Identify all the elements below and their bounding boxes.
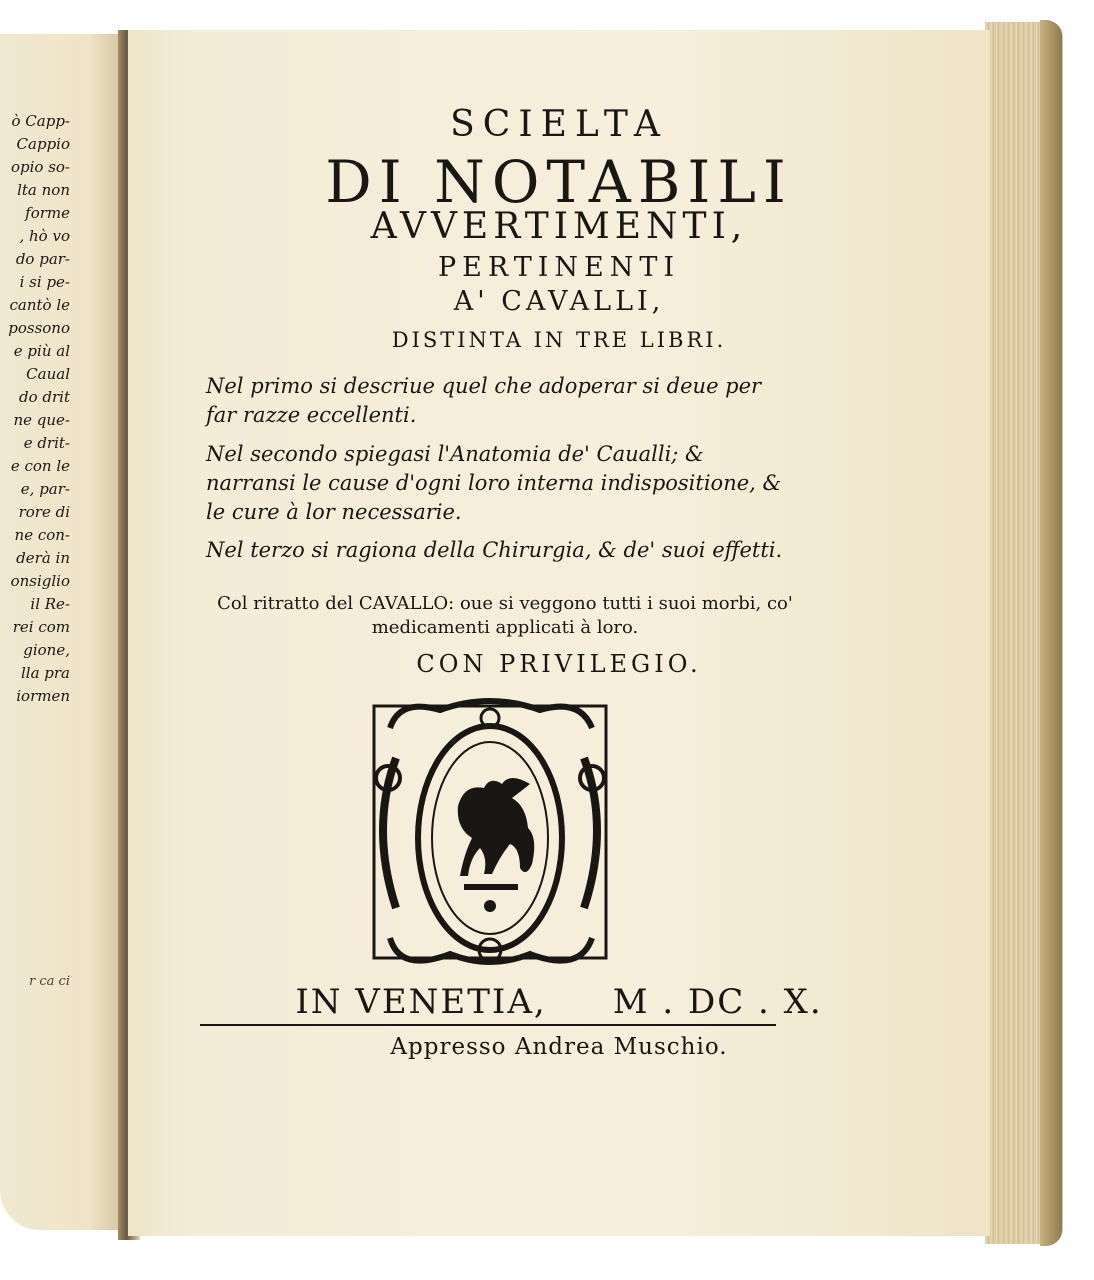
- left-page-line: do par-: [15, 250, 70, 268]
- left-page-line: e con le: [10, 457, 70, 475]
- left-page-line: do drit: [19, 388, 70, 406]
- left-page-line: opio so-: [10, 158, 70, 176]
- privilege-line: CON PRIVILEGIO.: [416, 650, 702, 678]
- description-book-3: Nel terzo si ragiona della Chirurgia, & de' suoi effetti.: [206, 538, 783, 562]
- left-page: [0, 34, 128, 1230]
- subtitle: DISTINTA IN TRE LIBRI.: [391, 328, 727, 352]
- left-page-line: rei com: [12, 618, 70, 636]
- left-page-line: lta non: [17, 181, 70, 199]
- title-line-4: PERTINENTI: [437, 252, 681, 283]
- left-page-line: forme: [25, 204, 70, 222]
- description-book-1: Nel primo si descriue quel che adoperar si deue per far razze eccellenti.: [206, 374, 762, 427]
- left-page-line: rore di: [18, 503, 70, 521]
- left-page-line: i si pe-: [19, 273, 70, 291]
- left-page-line: derà in: [16, 549, 70, 567]
- griffin-printer-mark-icon: [360, 688, 620, 976]
- title-line-3: AVVERTIMENTI,: [370, 206, 748, 247]
- portrait-note: Col ritratto del CAVALLO: oue si veggono tutti i suoi morbi, co' medicamenti applicati à loro.: [217, 593, 793, 638]
- left-page-line: Caual: [26, 365, 70, 383]
- title-line-2: DI NOTABILI: [325, 148, 793, 216]
- left-page-line: ne con-: [14, 526, 70, 544]
- left-page-line: Cappio: [16, 135, 70, 153]
- left-page-line: cantò le: [9, 296, 70, 314]
- left-page-line: il Re-: [30, 595, 70, 613]
- left-page-line: lla pra: [20, 664, 70, 682]
- book-cover-edge: [1040, 20, 1062, 1246]
- left-page-line: gione,: [23, 641, 70, 659]
- title-line-1: SCIELTA: [450, 104, 668, 145]
- left-page-line: e più al: [13, 342, 70, 360]
- imprint-rule: [200, 1024, 776, 1026]
- left-page-bottom-text: r ca ci: [29, 974, 70, 989]
- left-page-line: iormen: [16, 687, 70, 705]
- imprint-city: IN VENETIA,: [295, 982, 547, 1022]
- imprint-year: M . DC . X.: [612, 982, 823, 1022]
- left-page-line: onsiglio: [10, 572, 70, 590]
- left-page-line: e drit-: [23, 434, 70, 452]
- left-page-line: e, par-: [20, 480, 70, 498]
- imprint-city-year: [128, 982, 990, 1022]
- imprint-printer: Appresso Andrea Muschio.: [390, 1034, 728, 1060]
- title-line-5: A' CAVALLI,: [453, 286, 665, 317]
- left-page-line: , hò vo: [19, 227, 70, 245]
- left-page-line: ne que-: [13, 411, 70, 429]
- left-page-line: possono: [8, 319, 70, 337]
- left-page-text: [0, 110, 70, 708]
- left-page-line: ò Capp-: [11, 112, 70, 130]
- description-book-2: Nel secondo spiegasi l'Anatomia de' Caualli; & narransi le cause d'ogni loro interna indispositione, & le cure à lor necessarie.: [206, 442, 782, 524]
